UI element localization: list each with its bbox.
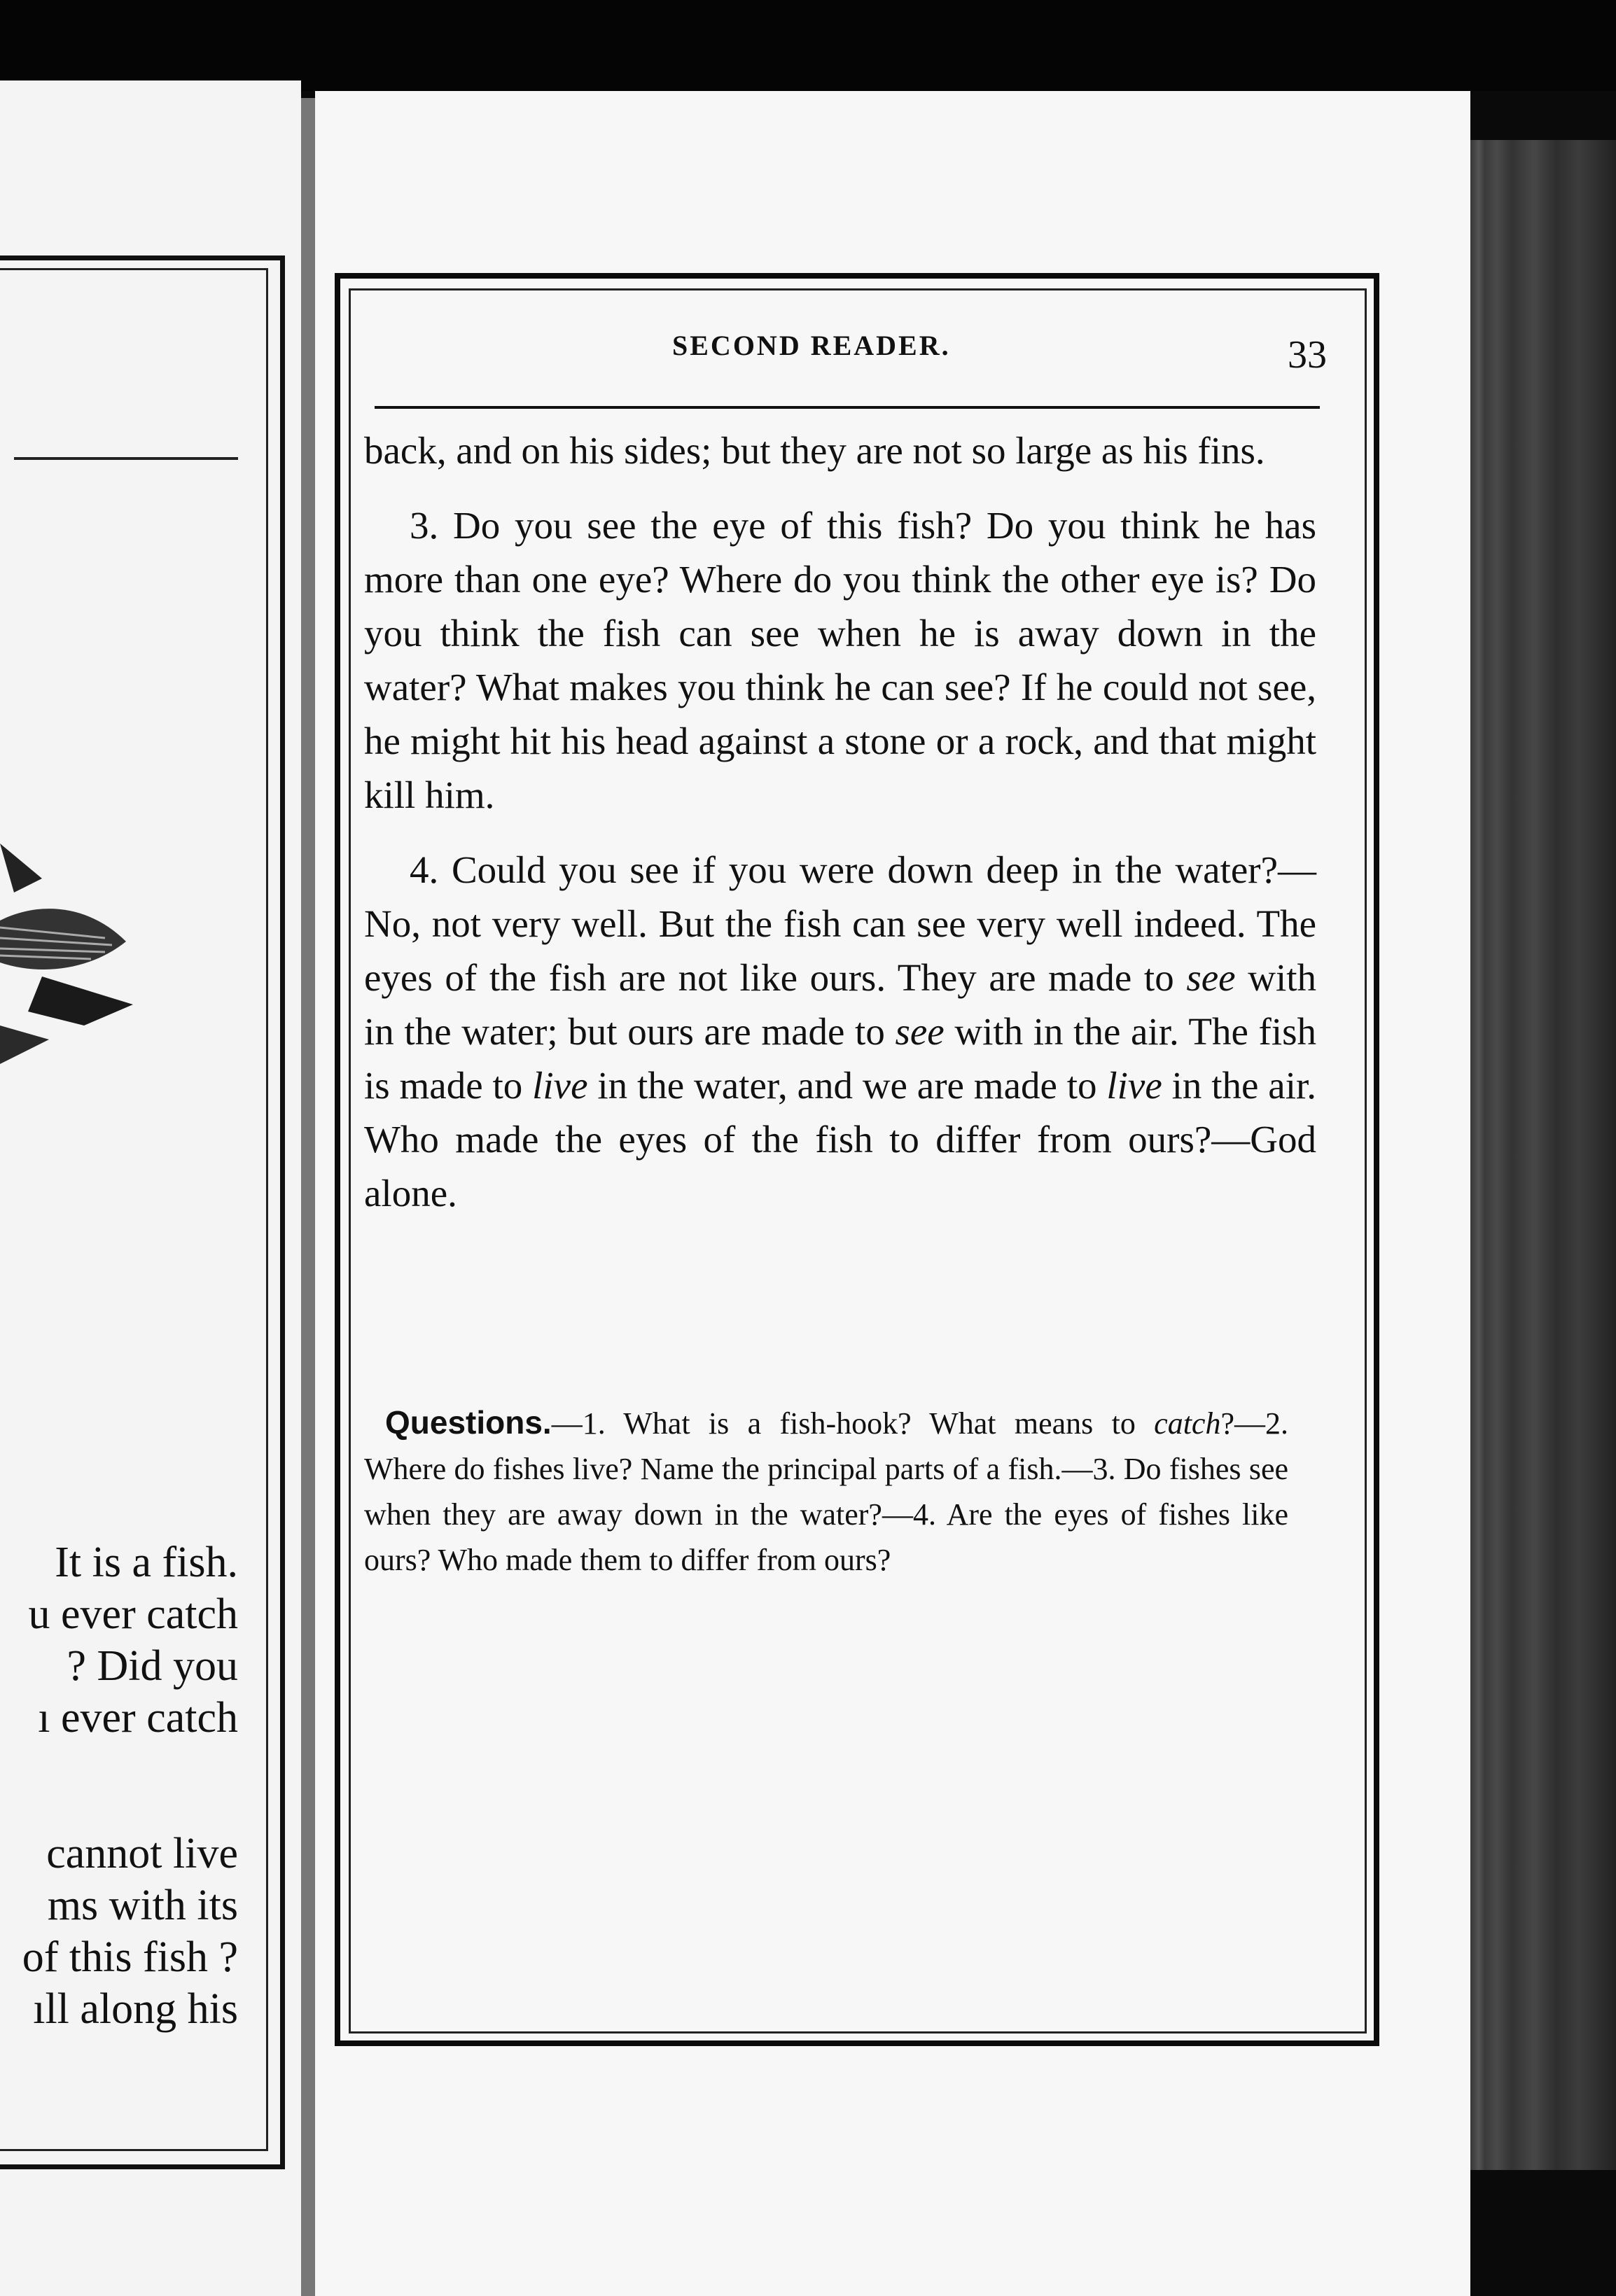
left-page-head-rule [14,457,238,460]
continuation-paragraph: back, and on his sides; but they are not so large as his fins. [364,429,1265,472]
questions-label: Questions. [385,1404,552,1441]
paragraph-4-text: 4. Could you see if you were down deep in the water?—No, not very well. But the fish can see very well indeed. The eyes of the fish are not like ours. They are made to [364,848,1316,999]
body-text [364,424,1316,1220]
paragraph-4-text: in the air. Who made the eyes of the fish to differ from ours?—God alone. [364,1064,1317,1214]
left-line: ıll along his [33,1985,238,2033]
page-number: 33 [1288,333,1327,377]
left-line: u ever catch [28,1590,238,1638]
emphasis-live: live [1106,1064,1162,1107]
left-line: ? Did you [67,1642,238,1690]
paragraph-4-text: in the water, and we are made to [587,1064,1107,1107]
emphasis-catch: catch [1154,1406,1221,1441]
paragraph-3: 3. Do you see the eye of this fish? Do you think he has more than one eye? Where do you think the other eye is? Do you think the fish can see when he is away down in the water? What makes you think he can see? If he could not see, he might hit his head against a stone or a rock, and that might kill him. [364,504,1316,816]
left-line: ms with its [47,1882,238,1929]
questions-text: ?—2. Where do fishes live? Name the principal parts of a fish.—3. Do fishes see when they are away down in the water?—4. Are the eyes of fishes like ours? Who made them to differ from ours? [364,1406,1288,1577]
left-page-text [0,1536,238,2035]
running-head: SECOND READER. [672,330,951,361]
paragraph-4-text: with in the water; but ours are made to [364,956,1317,1053]
paragraph-4 [364,843,1316,1220]
book-page-edges [1467,140,1616,2170]
left-line: of this fish ? [22,1933,238,1981]
questions-block [364,1400,1288,1583]
scan-background-top [0,0,1616,91]
left-line: ı ever catch [38,1694,238,1742]
head-rule [375,406,1320,409]
emphasis-live: live [532,1064,588,1107]
fish-illustration [0,816,133,1068]
questions-text: —1. What is a fish-hook? What means to [551,1406,1155,1441]
paragraph-4-text: with in the air. The fish is made to [364,1010,1317,1107]
left-paragraph-gap [0,1744,238,1828]
left-line: cannot live [46,1830,238,1877]
book-gutter [301,98,315,2296]
left-page [0,80,301,2296]
emphasis-see: see [1186,956,1236,999]
left-line: It is a fish. [55,1539,238,1586]
emphasis-see: see [895,1010,945,1053]
